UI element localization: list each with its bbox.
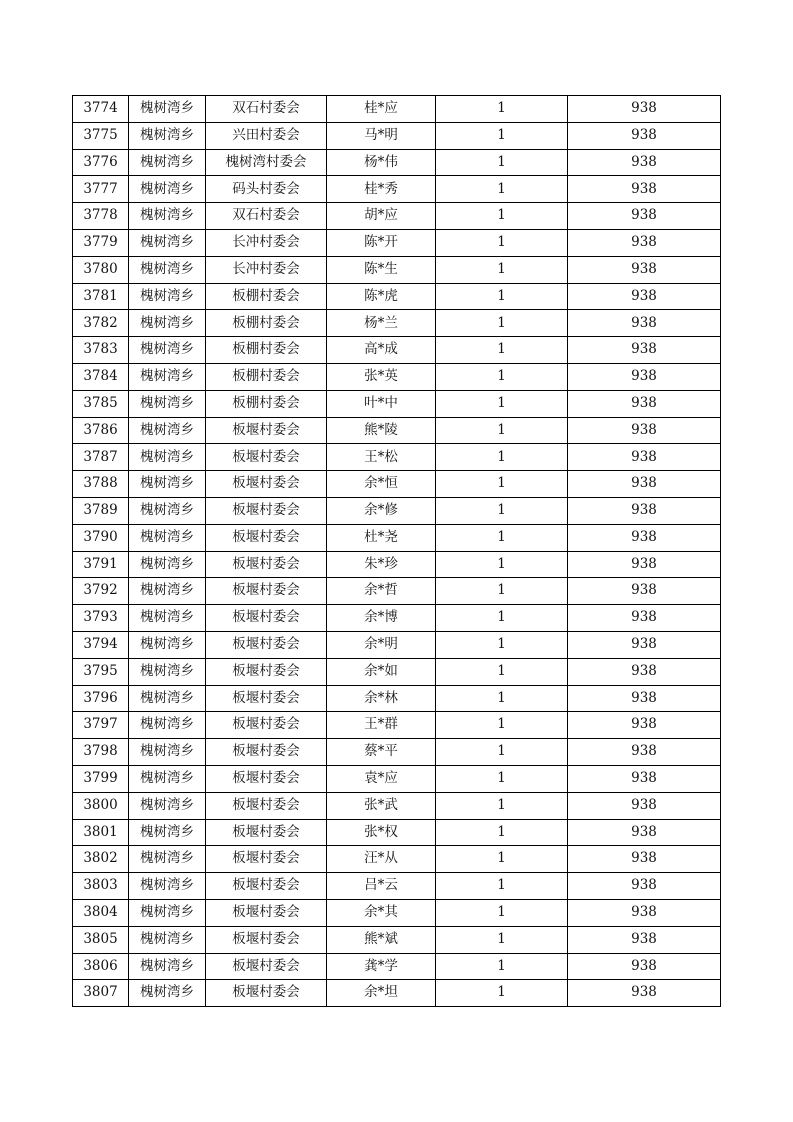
serial-number-cell: 3790	[73, 524, 129, 551]
serial-number-cell: 3783	[73, 337, 129, 364]
person-name-cell: 叶*中	[327, 390, 436, 417]
village-committee-cell: 板棚村委会	[206, 310, 327, 337]
person-name-cell: 余*博	[327, 605, 436, 632]
village-committee-cell: 双石村委会	[206, 203, 327, 230]
serial-number-cell: 3792	[73, 578, 129, 605]
serial-number-cell: 3779	[73, 229, 129, 256]
village-committee-cell: 板堰村委会	[206, 899, 327, 926]
amount-cell: 938	[568, 578, 721, 605]
serial-number-cell: 3787	[73, 444, 129, 471]
village-committee-cell: 板棚村委会	[206, 363, 327, 390]
count-cell: 1	[436, 524, 568, 551]
count-cell: 1	[436, 96, 568, 123]
amount-cell: 938	[568, 685, 721, 712]
township-cell: 槐树湾乡	[129, 96, 206, 123]
township-cell: 槐树湾乡	[129, 471, 206, 498]
table-row	[73, 631, 721, 658]
amount-cell: 938	[568, 819, 721, 846]
township-cell: 槐树湾乡	[129, 390, 206, 417]
count-cell: 1	[436, 417, 568, 444]
count-cell: 1	[436, 712, 568, 739]
person-name-cell: 张*英	[327, 363, 436, 390]
amount-cell: 938	[568, 176, 721, 203]
township-cell: 槐树湾乡	[129, 122, 206, 149]
village-committee-cell: 板堰村委会	[206, 471, 327, 498]
serial-number-cell: 3799	[73, 765, 129, 792]
village-committee-cell: 板堰村委会	[206, 980, 327, 1007]
person-name-cell: 余*哲	[327, 578, 436, 605]
township-cell: 槐树湾乡	[129, 256, 206, 283]
table-row	[73, 417, 721, 444]
village-committee-cell: 板堰村委会	[206, 873, 327, 900]
village-committee-cell: 板堰村委会	[206, 739, 327, 766]
township-cell: 槐树湾乡	[129, 551, 206, 578]
count-cell: 1	[436, 658, 568, 685]
table-row	[73, 953, 721, 980]
table-row	[73, 176, 721, 203]
village-committee-cell: 板棚村委会	[206, 337, 327, 364]
roster-table-body	[73, 96, 721, 1007]
township-cell: 槐树湾乡	[129, 792, 206, 819]
table-row	[73, 444, 721, 471]
township-cell: 槐树湾乡	[129, 685, 206, 712]
amount-cell: 938	[568, 417, 721, 444]
amount-cell: 938	[568, 524, 721, 551]
amount-cell: 938	[568, 899, 721, 926]
village-committee-cell: 板堰村委会	[206, 819, 327, 846]
table-row	[73, 96, 721, 123]
table-row	[73, 551, 721, 578]
village-committee-cell: 长冲村委会	[206, 256, 327, 283]
township-cell: 槐树湾乡	[129, 739, 206, 766]
table-row	[73, 819, 721, 846]
person-name-cell: 陈*生	[327, 256, 436, 283]
person-name-cell: 袁*应	[327, 765, 436, 792]
table-row	[73, 739, 721, 766]
count-cell: 1	[436, 363, 568, 390]
table-row	[73, 390, 721, 417]
serial-number-cell: 3794	[73, 631, 129, 658]
amount-cell: 938	[568, 471, 721, 498]
village-committee-cell: 板堰村委会	[206, 926, 327, 953]
person-name-cell: 蔡*平	[327, 739, 436, 766]
count-cell: 1	[436, 471, 568, 498]
serial-number-cell: 3778	[73, 203, 129, 230]
serial-number-cell: 3791	[73, 551, 129, 578]
count-cell: 1	[436, 497, 568, 524]
person-name-cell: 余*修	[327, 497, 436, 524]
village-committee-cell: 板堰村委会	[206, 765, 327, 792]
count-cell: 1	[436, 739, 568, 766]
township-cell: 槐树湾乡	[129, 229, 206, 256]
township-cell: 槐树湾乡	[129, 980, 206, 1007]
table-row	[73, 363, 721, 390]
person-name-cell: 高*成	[327, 337, 436, 364]
roster-table	[72, 95, 721, 1007]
person-name-cell: 张*权	[327, 819, 436, 846]
serial-number-cell: 3793	[73, 605, 129, 632]
township-cell: 槐树湾乡	[129, 444, 206, 471]
table-row	[73, 605, 721, 632]
village-committee-cell: 板堰村委会	[206, 578, 327, 605]
township-cell: 槐树湾乡	[129, 873, 206, 900]
amount-cell: 938	[568, 926, 721, 953]
person-name-cell: 余*如	[327, 658, 436, 685]
count-cell: 1	[436, 926, 568, 953]
table-row	[73, 578, 721, 605]
serial-number-cell: 3806	[73, 953, 129, 980]
count-cell: 1	[436, 792, 568, 819]
amount-cell: 938	[568, 256, 721, 283]
amount-cell: 938	[568, 953, 721, 980]
serial-number-cell: 3785	[73, 390, 129, 417]
count-cell: 1	[436, 873, 568, 900]
person-name-cell: 杜*尧	[327, 524, 436, 551]
table-row	[73, 899, 721, 926]
count-cell: 1	[436, 229, 568, 256]
table-row	[73, 873, 721, 900]
person-name-cell: 桂*应	[327, 96, 436, 123]
village-committee-cell: 码头村委会	[206, 176, 327, 203]
township-cell: 槐树湾乡	[129, 578, 206, 605]
count-cell: 1	[436, 899, 568, 926]
person-name-cell: 杨*兰	[327, 310, 436, 337]
village-committee-cell: 板堰村委会	[206, 444, 327, 471]
amount-cell: 938	[568, 846, 721, 873]
table-row	[73, 122, 721, 149]
person-name-cell: 张*武	[327, 792, 436, 819]
table-row	[73, 846, 721, 873]
township-cell: 槐树湾乡	[129, 310, 206, 337]
table-row	[73, 149, 721, 176]
table-row	[73, 792, 721, 819]
amount-cell: 938	[568, 605, 721, 632]
table-row	[73, 283, 721, 310]
township-cell: 槐树湾乡	[129, 765, 206, 792]
person-name-cell: 杨*伟	[327, 149, 436, 176]
count-cell: 1	[436, 176, 568, 203]
count-cell: 1	[436, 390, 568, 417]
serial-number-cell: 3788	[73, 471, 129, 498]
count-cell: 1	[436, 283, 568, 310]
count-cell: 1	[436, 444, 568, 471]
village-committee-cell: 板堰村委会	[206, 685, 327, 712]
count-cell: 1	[436, 122, 568, 149]
amount-cell: 938	[568, 551, 721, 578]
township-cell: 槐树湾乡	[129, 953, 206, 980]
serial-number-cell: 3805	[73, 926, 129, 953]
table-row	[73, 203, 721, 230]
person-name-cell: 余*其	[327, 899, 436, 926]
table-row	[73, 765, 721, 792]
serial-number-cell: 3774	[73, 96, 129, 123]
amount-cell: 938	[568, 980, 721, 1007]
village-committee-cell: 板堰村委会	[206, 953, 327, 980]
person-name-cell: 朱*珍	[327, 551, 436, 578]
table-row	[73, 980, 721, 1007]
table-row	[73, 524, 721, 551]
table-row	[73, 497, 721, 524]
serial-number-cell: 3797	[73, 712, 129, 739]
serial-number-cell: 3776	[73, 149, 129, 176]
village-committee-cell: 双石村委会	[206, 96, 327, 123]
township-cell: 槐树湾乡	[129, 712, 206, 739]
amount-cell: 938	[568, 390, 721, 417]
serial-number-cell: 3780	[73, 256, 129, 283]
person-name-cell: 马*明	[327, 122, 436, 149]
township-cell: 槐树湾乡	[129, 497, 206, 524]
person-name-cell: 陈*虎	[327, 283, 436, 310]
count-cell: 1	[436, 605, 568, 632]
amount-cell: 938	[568, 229, 721, 256]
count-cell: 1	[436, 310, 568, 337]
person-name-cell: 余*恒	[327, 471, 436, 498]
serial-number-cell: 3803	[73, 873, 129, 900]
amount-cell: 938	[568, 96, 721, 123]
village-committee-cell: 板堰村委会	[206, 417, 327, 444]
township-cell: 槐树湾乡	[129, 149, 206, 176]
count-cell: 1	[436, 551, 568, 578]
village-committee-cell: 板堰村委会	[206, 524, 327, 551]
village-committee-cell: 板棚村委会	[206, 283, 327, 310]
township-cell: 槐树湾乡	[129, 337, 206, 364]
township-cell: 槐树湾乡	[129, 846, 206, 873]
township-cell: 槐树湾乡	[129, 819, 206, 846]
village-committee-cell: 板堰村委会	[206, 631, 327, 658]
count-cell: 1	[436, 149, 568, 176]
township-cell: 槐树湾乡	[129, 631, 206, 658]
serial-number-cell: 3807	[73, 980, 129, 1007]
amount-cell: 938	[568, 712, 721, 739]
person-name-cell: 王*松	[327, 444, 436, 471]
township-cell: 槐树湾乡	[129, 926, 206, 953]
village-committee-cell: 板堰村委会	[206, 605, 327, 632]
person-name-cell: 余*明	[327, 631, 436, 658]
serial-number-cell: 3777	[73, 176, 129, 203]
amount-cell: 938	[568, 444, 721, 471]
person-name-cell: 熊*斌	[327, 926, 436, 953]
village-committee-cell: 板堰村委会	[206, 658, 327, 685]
township-cell: 槐树湾乡	[129, 899, 206, 926]
person-name-cell: 王*群	[327, 712, 436, 739]
amount-cell: 938	[568, 337, 721, 364]
person-name-cell: 陈*开	[327, 229, 436, 256]
count-cell: 1	[436, 846, 568, 873]
count-cell: 1	[436, 256, 568, 283]
table-row	[73, 471, 721, 498]
amount-cell: 938	[568, 631, 721, 658]
amount-cell: 938	[568, 203, 721, 230]
village-committee-cell: 兴田村委会	[206, 122, 327, 149]
count-cell: 1	[436, 685, 568, 712]
township-cell: 槐树湾乡	[129, 363, 206, 390]
table-row	[73, 256, 721, 283]
amount-cell: 938	[568, 310, 721, 337]
township-cell: 槐树湾乡	[129, 605, 206, 632]
serial-number-cell: 3802	[73, 846, 129, 873]
township-cell: 槐树湾乡	[129, 524, 206, 551]
person-name-cell: 胡*应	[327, 203, 436, 230]
township-cell: 槐树湾乡	[129, 203, 206, 230]
count-cell: 1	[436, 953, 568, 980]
serial-number-cell: 3786	[73, 417, 129, 444]
serial-number-cell: 3796	[73, 685, 129, 712]
village-committee-cell: 板堰村委会	[206, 712, 327, 739]
table-row	[73, 658, 721, 685]
amount-cell: 938	[568, 363, 721, 390]
table-row	[73, 229, 721, 256]
amount-cell: 938	[568, 792, 721, 819]
amount-cell: 938	[568, 122, 721, 149]
village-committee-cell: 板堰村委会	[206, 497, 327, 524]
table-row	[73, 926, 721, 953]
count-cell: 1	[436, 980, 568, 1007]
person-name-cell: 熊*陵	[327, 417, 436, 444]
township-cell: 槐树湾乡	[129, 658, 206, 685]
serial-number-cell: 3795	[73, 658, 129, 685]
serial-number-cell: 3798	[73, 739, 129, 766]
table-row	[73, 310, 721, 337]
village-committee-cell: 槐树湾村委会	[206, 149, 327, 176]
amount-cell: 938	[568, 765, 721, 792]
count-cell: 1	[436, 631, 568, 658]
table-row	[73, 685, 721, 712]
serial-number-cell: 3801	[73, 819, 129, 846]
table-row	[73, 337, 721, 364]
village-committee-cell: 板棚村委会	[206, 390, 327, 417]
village-committee-cell: 板堰村委会	[206, 551, 327, 578]
serial-number-cell: 3782	[73, 310, 129, 337]
amount-cell: 938	[568, 658, 721, 685]
table-row	[73, 712, 721, 739]
amount-cell: 938	[568, 149, 721, 176]
person-name-cell: 桂*秀	[327, 176, 436, 203]
person-name-cell: 余*林	[327, 685, 436, 712]
serial-number-cell: 3781	[73, 283, 129, 310]
person-name-cell: 吕*云	[327, 873, 436, 900]
serial-number-cell: 3800	[73, 792, 129, 819]
count-cell: 1	[436, 819, 568, 846]
serial-number-cell: 3775	[73, 122, 129, 149]
count-cell: 1	[436, 337, 568, 364]
count-cell: 1	[436, 765, 568, 792]
village-committee-cell: 板堰村委会	[206, 792, 327, 819]
count-cell: 1	[436, 578, 568, 605]
amount-cell: 938	[568, 497, 721, 524]
township-cell: 槐树湾乡	[129, 176, 206, 203]
person-name-cell: 余*坦	[327, 980, 436, 1007]
amount-cell: 938	[568, 873, 721, 900]
person-name-cell: 汪*从	[327, 846, 436, 873]
amount-cell: 938	[568, 739, 721, 766]
township-cell: 槐树湾乡	[129, 283, 206, 310]
serial-number-cell: 3789	[73, 497, 129, 524]
serial-number-cell: 3784	[73, 363, 129, 390]
amount-cell: 938	[568, 283, 721, 310]
serial-number-cell: 3804	[73, 899, 129, 926]
person-name-cell: 龚*学	[327, 953, 436, 980]
count-cell: 1	[436, 203, 568, 230]
village-committee-cell: 长冲村委会	[206, 229, 327, 256]
village-committee-cell: 板堰村委会	[206, 846, 327, 873]
township-cell: 槐树湾乡	[129, 417, 206, 444]
